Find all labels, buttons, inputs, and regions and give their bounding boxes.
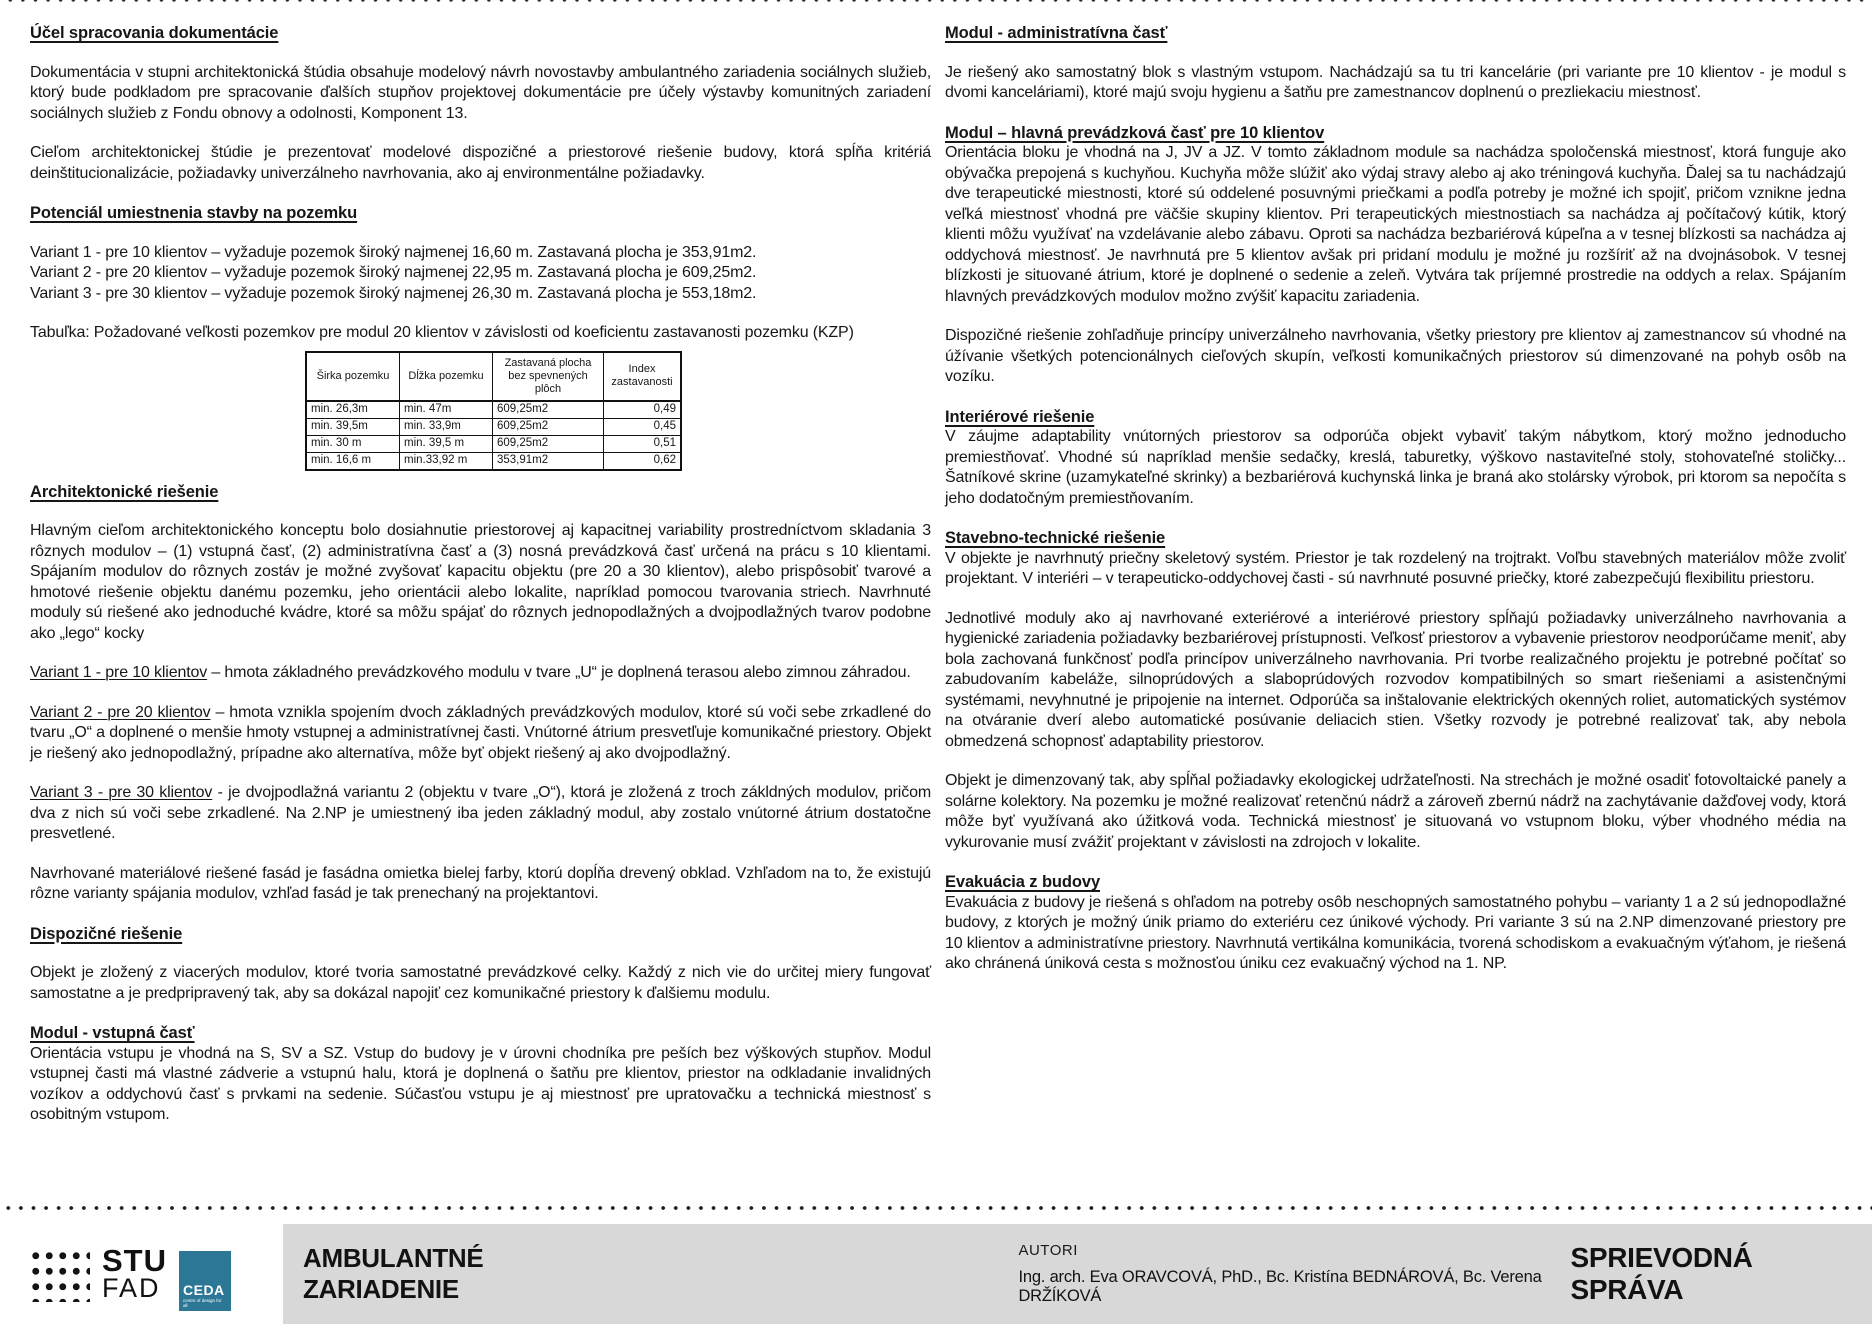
variant-1-label: Variant 1 - pre 10 klientov <box>30 664 208 681</box>
paragraph-variant-2 <box>30 703 931 765</box>
cell-index-1: 0,49 <box>604 401 682 419</box>
cell-index-2: 0,45 <box>604 418 682 435</box>
cell-width-1: min. 26,3m <box>306 401 400 419</box>
section-heading-interior: Interiérové riešenie <box>945 407 1095 426</box>
cell-width-2: min. 39,5m <box>306 418 400 435</box>
cell-length-1: min. 47m <box>400 401 493 419</box>
ceda-logo-name: CEDA <box>183 1282 225 1298</box>
cell-index-4: 0,62 <box>604 452 682 470</box>
section-heading-main-module: Modul – hlavná prevádzková časť pre 10 klientov <box>945 123 1325 142</box>
section-heading-architecture: Architektonické riešenie <box>30 482 219 501</box>
cell-builtup-3: 609,25m2 <box>493 435 604 452</box>
paragraph-technical-2: Jednotlivé moduly ako aj navrhované exteriérové a interiérové priestory spĺňajú požiadavky univerzálneho navrhovania a hygienické zariadenia požiadavky bezbariérovej prístupnosti. Veľkosť priestorov a vybavenie priestorov neodporúčame meniť, aby bola zachovaná funkčnosť podľa princípov univerzálneho navrhovania. Pri tvorbe realizačného projektu je potrebné počítať so zabudovaním kabeláže, silnoprúdových a slaboprúdových rozvodov kompatibilných so smart riešeniami a asistenčnými systémami, nevyhnutné je pripojenie na internet. Odporúča sa inštalovanie elektrických okenných roliet, automatických systémov na otváranie dverí alebo automatické posúvanie deliacich stien. Všetky rozvody je potrebné realizovať tak, aby nebola obmedzená schopnosť adaptability priestorov. <box>945 609 1846 750</box>
cell-width-4: min. 16,6 m <box>306 452 400 470</box>
table-row <box>306 418 681 435</box>
paragraph-interior: V záujme adaptability vnútorných priestorov sa odporúča objekt vybaviť takým nábytkom, ktorý možno jednoducho premiestňovať. Vhodné sú napríklad menšie sedačky, kreslá, taburetky, výškovo nastaviteľné stoly, stohovateľné stoličky... Šatníkové skrine (uzamykateľné skrinky) a bezbariérová kuchynská linka je braná ako stolársky výrobok, pri ktorom sa nepočíta s jeho dodatočným premiestňovaním. <box>945 428 1846 507</box>
variant-line-1: Variant 1 - pre 10 klientov – vyžaduje pozemok široký najmenej 16,60 m. Zastavaná plocha je 353,91m2. <box>30 243 757 261</box>
variant-summary-list <box>30 243 931 305</box>
report-body <box>30 23 1846 1145</box>
cell-length-2: min. 33,9m <box>400 418 493 435</box>
variant-line-2: Variant 2 - pre 20 klientov – vyžaduje pozemok široký najmenej 22,95 m. Zastavaná plocha je 609,25m2. <box>30 264 757 281</box>
cell-index-3: 0,51 <box>604 435 682 452</box>
paragraph-documentation: Dokumentácia v stupni architektonická štúdia obsahuje modelový návrh novostavby ambulantného zariadenia sociálnych služieb, ktorý bude podkladom pre spracovanie ďalších stupňov projektovej dokumentácie pre účely výstavby komunitných zariadení sociálnych služieb z Fondu obnovy a odolnosti, Komponent 13. <box>30 63 931 122</box>
section-heading-admin-module: Modul - administratívna časť <box>945 24 1168 42</box>
column-header-width: Širka pozemku <box>306 352 400 401</box>
top-dotted-edge <box>0 0 1872 3</box>
stu-dots-icon <box>28 1246 90 1302</box>
table-header-row <box>306 352 681 401</box>
dotted-separator <box>0 1204 1872 1210</box>
authors-names: Ing. arch. Eva ORAVCOVÁ, PhD., Bc. Kristína BEDNÁROVÁ, Bc. Verena DRŽÍKOVÁ <box>1018 1268 1542 1305</box>
stu-logo-line2: FAD <box>102 1273 161 1303</box>
authors-block <box>1018 1242 1570 1306</box>
paragraph-evacuation: Evakuácia z budovy je riešená s ohľadom na potreby osôb neschopných samostatného pohybu – varianty 1 a 2 sú jednopodlažné budovy, z ktorých je možný únik priamo do exteriéru cez únikové východy. Pri variante 3 sú na 2.NP dimenzované priestory pre 10 klientov a administratívne priestory. Navrhnutá vertikálna komunikácia, tvorená schodiskom a evakuačným výťahom, je riešená ako chránená úniková cesta s možnosťou úniku cez evakuačný východ na 1. NP. <box>945 893 1847 972</box>
column-header-index: Index zastavanosti <box>604 352 682 401</box>
paragraph-materials: Navrhované materiálové riešené fasád je fasádna omietka bielej farby, ktorú dopĺňa drevený obklad. Vzhľadom na to, že existujú rôzne varianty spájania modulov, vzhľad fasád je tak prenechaný na projektantovi. <box>30 864 931 902</box>
right-column <box>945 23 1846 1145</box>
variant-3-label: Variant 3 - pre 30 klientov <box>30 784 213 801</box>
variant-2-text: – hmota vznikla spojením dvoch základných prevádzkových modulov, ktoré sú voči sebe zrkadlené do tvaru „O“ a doplnené o menšie hmoty vstupnej a administratívnej časti. Vnútorné átrium presvetľuje komunikačné priestory. Objekt je riešený ako jednopodlažný, prípadne ako alternatíva, môže byť objekt riešený aj ako dvojpodlažný. <box>30 703 931 762</box>
cell-width-3: min. 30 m <box>306 435 400 452</box>
ceda-logo <box>179 1251 231 1311</box>
paragraph-layout: Objekt je zložený z viacerých modulov, ktoré tvoria samostatné prevádzkové celky. Každý z nich vie do určitej miery fungovať samostatne a je predpripravený tak, aby sa dokázal napojiť cez komunikačné priestory k ďalšiemu modulu. <box>30 964 931 1002</box>
section-heading-evacuation: Evakuácia z budovy <box>945 873 1101 891</box>
section-heading-purpose: Účel spracovania dokumentácie <box>30 24 279 42</box>
variant-line-3: Variant 3 - pre 30 klientov – vyžaduje pozemok široký najmenej 26,30 m. Zastavaná plocha je 553,18m2. <box>30 284 757 302</box>
paragraph-entry-module: Orientácia vstupu je vhodná na S, SV a SZ. Vstup do budovy je v úrovni chodníka pre peších bez výškových stupňov. Modul vstupnej časti má vlastné zádverie a vstupnú halu, ktorá je doplnená o šatňu pre klientov, priestor na odkladanie invalidných vozíkov a oddychovú časť s prvkami na sedenie. Súčasťou vstupu je aj miestnosť pre upratovačku a technická miestnosť s osobitným vstupom. <box>30 1044 931 1123</box>
cell-length-3: min. 39,5 m <box>400 435 493 452</box>
column-header-builtup: Zastavaná plocha bez spevnených plôch <box>493 352 604 401</box>
paragraph-technical-3: Objekt je dimenzovaný tak, aby spĺňal požiadavky ekologickej udržateľnosti. Na strechách je možné osadiť fotovoltaické panely a solárne kolektory. Na pozemku je možné realizovať retenčnú nádrž a zároveň zbernú nádrž na zachytávanie dažďovej vody, ktorá môže byť využívaná ako úžitková voda. Technická miestnosť je situovaná vo vstupnom bloku, výber vhodného média na vykurovanie musí zvážiť projektant v závislosti na zdrojoch v lokalite. <box>945 772 1846 851</box>
cell-builtup-2: 609,25m2 <box>493 418 604 435</box>
section-heading-layout: Dispozičné riešenie <box>30 924 183 943</box>
stu-logo <box>102 1243 167 1303</box>
cell-builtup-4: 353,91m2 <box>493 452 604 470</box>
plot-sizes-table <box>305 351 682 471</box>
stu-logo-line1: STU <box>102 1243 167 1278</box>
table-row <box>306 401 681 419</box>
paragraph-architecture: Hlavným cieľom architektonického konceptu bolo dosiahnutie priestorovej aj kapacitnej variability prostredníctvom skladania 3 rôznych modulov – (1) vstupná časť, (2) administratívna časť a (3) nosná prevádzková časť určená na prácu s 10 klientami. Spájaním modulov do rôznych zostáv je možné zvyšovať kapacitu objektu (pre 20 a 30 klientov), alebo prispôsobiť tvarové a hmotové riešenie objektu danému pozemku, jeho orientácii alebo lokalite, napríklad pomocou tvarovania striech. Navrhnuté moduly sú riešené ako jednoduché kvádre, ktoré sa môžu spájať do rôznych jednopodlažných a dvojpodlažných tvarov podobne ako „lego“ kocky <box>30 522 931 642</box>
section-heading-potential: Potenciál umiestnenia stavby na pozemku <box>30 204 358 222</box>
section-heading-entry-module: Modul - vstupná časť <box>30 1024 195 1042</box>
title-block-footer <box>0 1224 1872 1324</box>
logo-area <box>0 1224 283 1324</box>
section-heading-technical: Stavebno-technické riešenie <box>945 529 1166 547</box>
ceda-logo-subtitle: centre of design for all <box>183 1298 222 1308</box>
column-header-length: Dĺžka pozemku <box>400 352 493 401</box>
paragraph-admin-module: Je riešený ako samostatný blok s vlastným vstupom. Nachádzajú sa tu tri kancelárie (pri variante pre 10 klientov - je modul s dvomi kanceláriami), ktoré majú svoju hygienu a šatňu pre zamestnancov doplnenú o prezliekaciu miestnosť. <box>945 63 1846 101</box>
table-row <box>306 435 681 452</box>
variant-3-text: - je dvojpodlažná variantu 2 (objektu v tvare „O“), ktorá je zložená z troch zákldných modulov, pričom dva z nich sú voči sebe zrkadlené. Na 2.NP je umiestnený iba jeden základný modul, aby zostalo vnútorné átrium dostatočne presvetlené. <box>30 784 931 842</box>
paragraph-variant-3 <box>30 783 931 845</box>
document-title: SPRIEVODNÁ SPRÁVA <box>1570 1242 1753 1305</box>
variant-2-label: Variant 2 - pre 20 klientov <box>30 703 211 721</box>
footer-gray-bar <box>283 1224 1872 1324</box>
left-column <box>30 23 931 1145</box>
paragraph-variant-1 <box>30 663 931 684</box>
authors-label: AUTORI <box>1018 1242 1078 1259</box>
paragraph-technical-1: V objekte je navrhnutý priečny skeletový systém. Priestor je tak rozdelený na trojtrakt. Voľbu stavebných materiálov môže zvoliť projektant. V interiéri – v terapeuticko-oddychovej časti - sú navrhnuté posuvné priečky, ktoré zabezpečujú flexibilitu priestoru. <box>945 549 1846 587</box>
table-row <box>306 452 681 470</box>
project-title: AMBULANTNÉ ZARIADENIE <box>303 1243 484 1304</box>
table-caption: Tabuľka: Požadované veľkosti pozemkov pre modul 20 klientov v závislosti od koeficientu zastavanosti pozemku (KZP) <box>30 324 854 341</box>
paragraph-main-module: Orientácia bloku je vhodná na J, JV a JZ. V tomto základnom module sa nachádza spoločenská miestnosť, ktorá funguje ako obývačka prepojená s kuchyňou. Kuchyňa môže slúžiť ako výdaj stravy alebo aj ako tréningová kuchyňa. Ďalej sa tu nachádzajú dve terapeutické miestnosti, ktoré sú oddelené posuvnými priečkami a podľa potreby je možné ich spojiť, pričom vznikne jedna veľká miestnosť vhodná pre väčšie skupiny klientov. Pri terapeutických miestnostiach sa nachádza aj počítačový kútik, ktorý klienti môžu využívať na vzdelávanie alebo zábavu. Oproti sa nachádza bezbariérová kúpeľna a v tesnej blízkosti sa nachádza aj oddychová miestnosť. Je navrhnutá pre 5 klientov avšak pri pridaní modulu je možné ju rozšíriť až na dvojnásobok. V tesnej blízkosti je situované átrium, ktoré je doplnené o sedenie a zeleň. Vytvára tak príjemné prostredie na oddych a relax. Spájaním hlavných prevádzkových modulov možno zvýšiť kapacitu zariadenia. <box>945 144 1846 305</box>
paragraph-goal: Cieľom architektonickej štúdie je prezentovať modelové dispozičné a priestorové riešenie budovy, ktorá spĺňa kritériá deinštitucionalizácie, požiadavky univerzálneho navrhovania, ako aj environmentálne požiadavky. <box>30 144 931 182</box>
cell-builtup-1: 609,25m2 <box>493 401 604 419</box>
variant-1-text: – hmota základného prevádzkového modulu v tvare „U“ je doplnená terasou alebo zimnou záhradou. <box>207 664 911 681</box>
paragraph-universal-design: Dispozičné riešenie zohľadňuje princípy univerzálneho navrhovania, všetky priestory pre klientov aj zamestnancov sú vhodné na úžívanie všetkých potencionálnych cieľových skupín, veľkosti komunikačných priestorov sú dimenzované na pohyb osôb na vozíku. <box>945 327 1846 385</box>
cell-length-4: min.33,92 m <box>400 452 493 470</box>
